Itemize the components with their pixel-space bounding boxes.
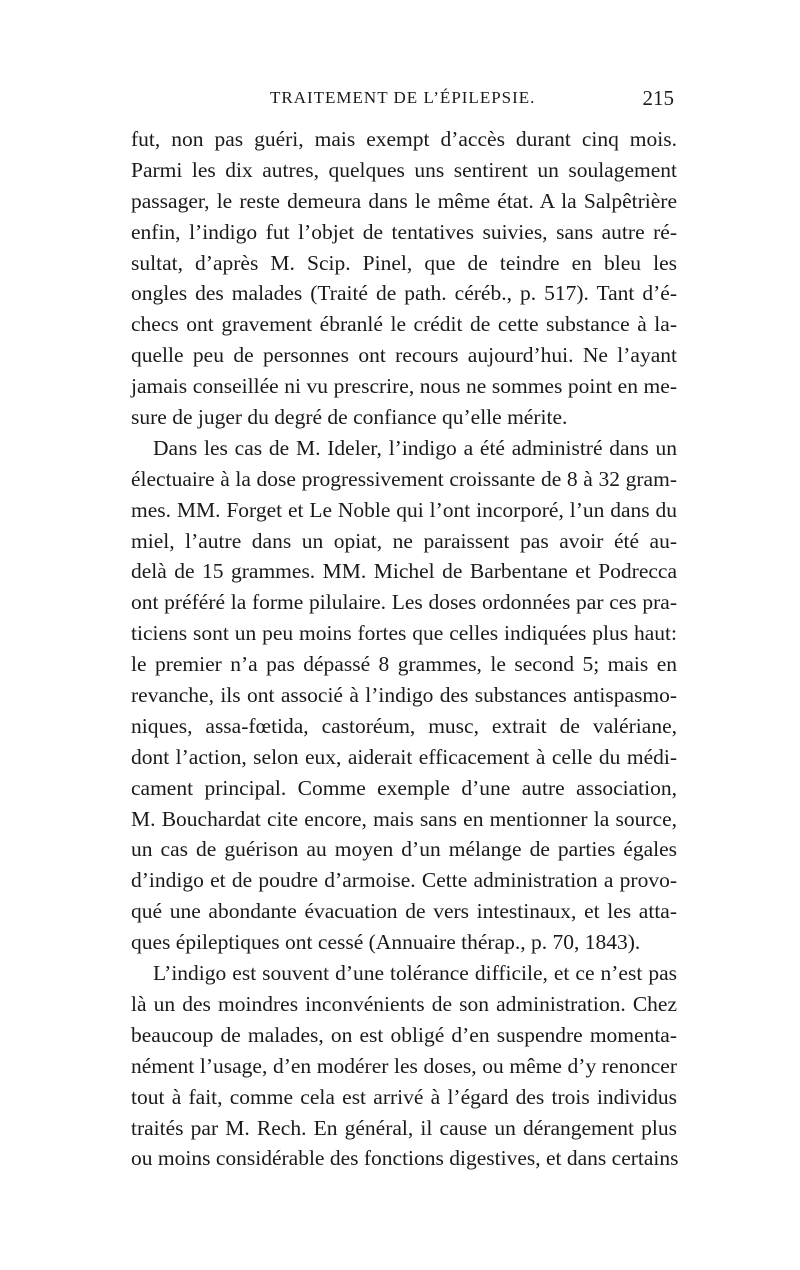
text-line: ticiens sont un peu moins fortes que celles indiquées plus haut: (131, 621, 677, 646)
text-line: le premier n’a pas dépassé 8 grammes, le second 5; mais en (131, 652, 677, 677)
text-line: miel, l’autre dans un opiat, ne paraissent pas avoir été au- (131, 528, 677, 553)
text-line: fut, non pas guéri, mais exempt d’accès durant cinq mois. (131, 127, 677, 151)
running-title: TRAITEMENT DE L’ÉPILEPSIE. (270, 88, 536, 107)
text-line: beaucoup de malades, on est obligé d’en suspendre momenta- (131, 1022, 677, 1047)
text-line: sultat, d’après M. Scip. Pinel, que de teindre en bleu les (131, 250, 677, 275)
text-line: enfin, l’indigo fut l’objet de tentatives suivies, sans autre ré- (131, 219, 677, 244)
text-line: d’indigo et de poudre d’armoise. Cette administration a provo- (131, 868, 677, 893)
text-line: niques, assa-fœtida, castoréum, musc, extrait de valériane, (131, 713, 677, 738)
text-line: ou moins considérable des fonctions digestives, et dans certains (131, 1146, 679, 1171)
text-line: qué une abondante évacuation de vers intestinaux, et les atta- (131, 899, 677, 924)
text-line: ques épileptiques ont cessé (Annuaire thérap., p. 70, 1843). (131, 930, 641, 955)
text-line: Parmi les dix autres, quelques uns sentirent un soulagement (131, 157, 677, 182)
text-line: cament principal. Comme exemple d’une autre association, (131, 775, 677, 800)
text-line: ont préféré la forme pilulaire. Les doses ordonnées par ces pra- (131, 590, 677, 615)
text-line: M. Bouchardat cite encore, mais sans en mentionner la source, (131, 806, 677, 831)
text-line: quelle peu de personnes ont recours aujourd’hui. Ne l’ayant (131, 343, 677, 368)
text-line: dont l’action, selon eux, aiderait efficacement à celle du médi- (131, 744, 677, 769)
text-line: ongles des malades (Traité de path. céréb., p. 517). Tant d’é- (131, 281, 677, 306)
text-line: revanche, ils ont associé à l’indigo des substances antispasmo- (131, 683, 677, 708)
paragraph-start-line: Dans les cas de M. Ideler, l’indigo a été administré dans un (153, 435, 677, 460)
text-line: tout à fait, comme cela est arrivé à l’égard des trois individus (131, 1084, 677, 1109)
page-number: 215 (642, 86, 674, 110)
text-line: sure de juger du degré de confiance qu’elle mérite. (131, 405, 568, 430)
text-line: nément l’usage, d’en modérer les doses, ou même d’y renoncer (131, 1053, 677, 1078)
text-line: jamais conseillée ni vu prescrire, nous ne sommes point en me- (131, 374, 677, 399)
text-line: traités par M. Rech. En général, il cause un dérangement plus (131, 1115, 677, 1140)
text-line: électuaire à la dose progressivement croissante de 8 à 32 gram- (131, 466, 677, 491)
text-line: checs ont gravement ébranlé le crédit de cette substance à la- (131, 312, 677, 337)
text-line: mes. MM. Forget et Le Noble qui l’ont incorporé, l’un dans du (131, 497, 677, 522)
text-line: là un des moindres inconvénients de son administration. Chez (131, 991, 677, 1016)
text-line: delà de 15 grammes. MM. Michel de Barbentane et Podrecca (131, 559, 677, 584)
paragraph-start-line: L’indigo est souvent d’une tolérance difficile, et ce n’est pas (153, 961, 677, 986)
text-line: passager, le reste demeura dans le même état. A la Salpêtrière (131, 188, 677, 213)
text-line: un cas de guérison au moyen d’un mélange de parties égales (131, 837, 677, 862)
running-head (130, 88, 674, 118)
body-text (131, 124, 677, 1174)
